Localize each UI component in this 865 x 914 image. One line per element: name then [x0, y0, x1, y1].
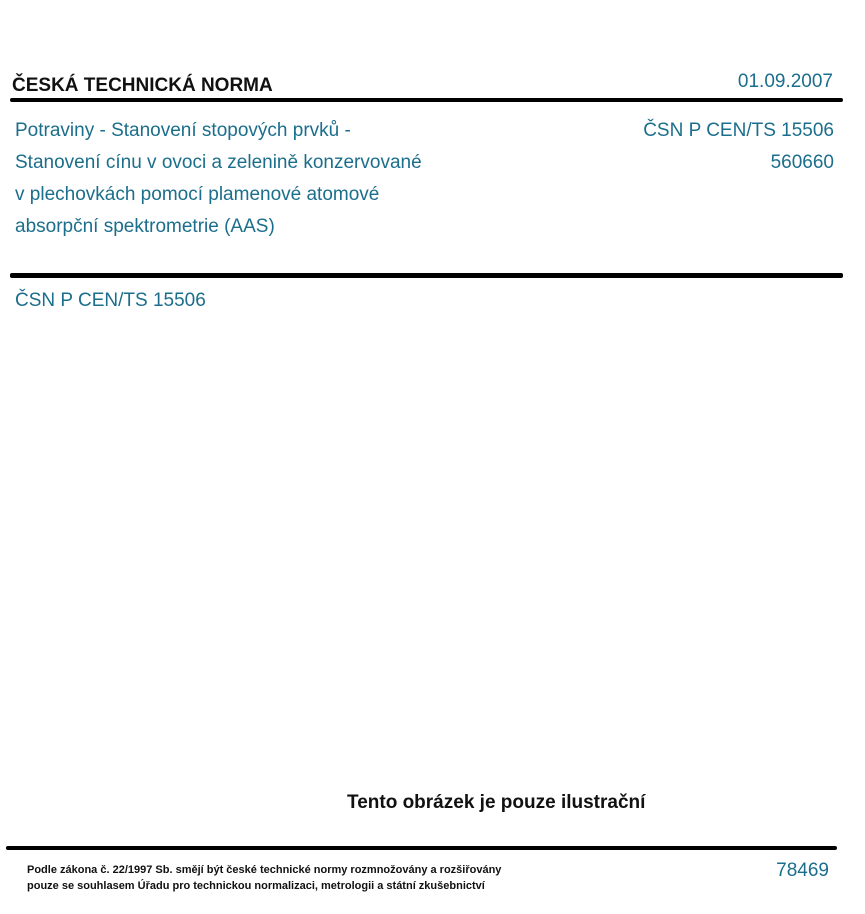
title-line: Potraviny - Stanovení stopových prvků - — [15, 120, 351, 141]
standard-code: ČSN P CEN/TS 15506 — [643, 120, 834, 141]
document-number: 78469 — [776, 860, 829, 881]
footer-rule — [6, 846, 837, 850]
title-line: Stanovení cínu v ovoci a zelenině konzervované — [15, 152, 422, 173]
legal-line: pouze se souhlasem Úřadu pro technickou normalizaci, metrologii a státní zkušebnictví — [27, 880, 485, 892]
header-rule — [10, 98, 843, 102]
legal-notice — [27, 862, 501, 894]
section-rule — [10, 273, 843, 278]
issue-date: 01.09.2007 — [737, 71, 833, 92]
class-number: 560660 — [770, 152, 834, 173]
standard-code-repeat: ČSN P CEN/TS 15506 — [15, 290, 206, 311]
standard-title — [15, 115, 422, 243]
illustration-note: Tento obrázek je pouze ilustrační — [347, 792, 646, 813]
title-line: absorpční spektrometrie (AAS) — [15, 216, 275, 237]
title-line: v plechovkách pomocí plamenové atomové — [15, 184, 380, 205]
standard-name-heading: ČESKÁ TECHNICKÁ NORMA — [12, 75, 273, 96]
legal-line: Podle zákona č. 22/1997 Sb. smějí být české technické normy rozmnožovány a rozšiřovány — [27, 864, 502, 876]
designation-block — [643, 115, 834, 179]
